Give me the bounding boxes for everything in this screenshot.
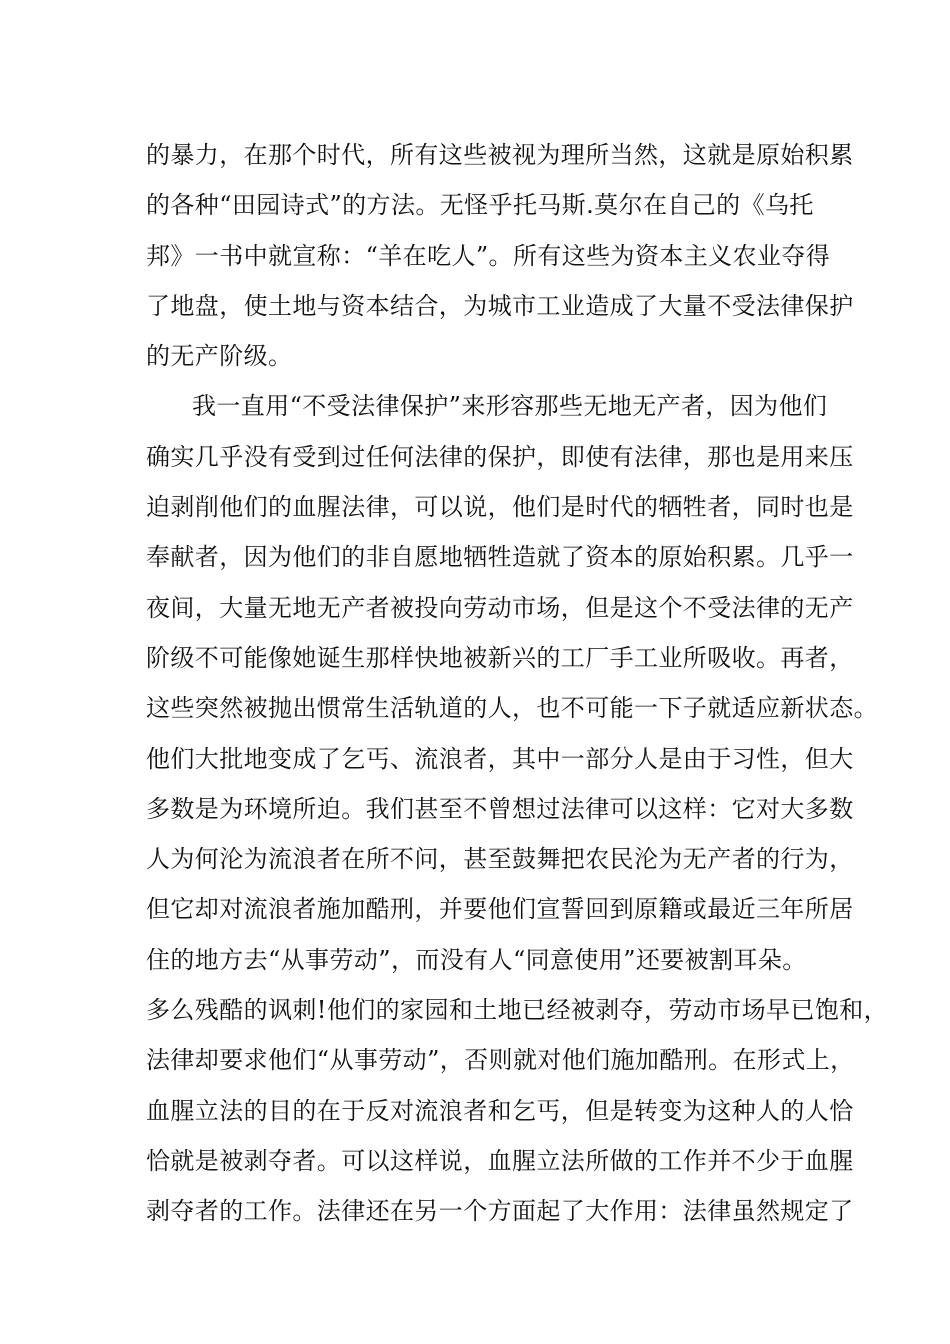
text-line: 确实几乎没有受到过任何法律的保护，即使有法律，那也是用来压 [146, 442, 854, 471]
text-line: 邦》一书中就宣称：“羊在吃人”。所有这些为资本主义农业夺得 [146, 241, 831, 270]
text-line: 了地盘，使土地与资本结合，为城市工业造成了大量不受法律保护 [146, 291, 854, 320]
text-line: 的各种“田园诗式”的方法。无怪乎托马斯.莫尔在自己的《乌托 [146, 191, 814, 220]
text-line: 恰就是被剥夺者。可以这样说，血腥立法所做的工作并不少于血腥 [146, 1146, 854, 1175]
text-line: 迫剥削他们的血腥法律，可以说，他们是时代的牺牲者，同时也是 [146, 493, 854, 522]
text-line: 剥夺者的工作。法律还在另一个方面起了大作用：法律虽然规定了 [146, 1197, 854, 1226]
text-line: 住的地方去“从事劳动”，而没有人“同意使用”还要被割耳朵。 [146, 945, 807, 974]
text-line: 多数是为环境所迫。我们甚至不曾想过法律可以这样：它对大多数 [146, 794, 854, 823]
text-line: 夜间，大量无地无产者被投向劳动市场，但是这个不受法律的无产 [146, 593, 854, 622]
text-line: 阶级不可能像她诞生那样快地被新兴的工厂手工业所吸收。再者， [146, 643, 854, 672]
paragraph-2 [146, 381, 889, 1236]
text-line: 多么残酷的讽刺!他们的家园和土地已经被剥夺，劳动市场早已饱和， [146, 996, 889, 1025]
text-line: 法律却要求他们“从事劳动”，否则就对他们施加酷刑。在形式上， [146, 1046, 855, 1075]
text-line: 人为何沦为流浪者在所不问，甚至鼓舞把农民沦为无产者的行为， [146, 845, 854, 874]
text-line: 我一直用“不受法律保护”来形容那些无地无产者，因为他们 [192, 392, 828, 421]
text-line: 奉献者，因为他们的非自愿地牺牲造就了资本的原始积累。几乎一 [146, 543, 854, 572]
paragraph-1 [146, 130, 854, 381]
text-line: 血腥立法的目的在于反对流浪者和乞丐，但是转变为这种人的人恰 [146, 1096, 854, 1125]
text-line: 他们大批地变成了乞丐、流浪者，其中一部分人是由于习性，但大 [146, 744, 854, 773]
document-body [146, 130, 889, 1237]
text-line: 但它却对流浪者施加酷刑，并要他们宣誓回到原籍或最近三年所居 [146, 895, 854, 924]
text-line: 的暴力，在那个时代，所有这些被视为理所当然，这就是原始积累 [146, 141, 854, 169]
text-line: 的无产阶级。 [146, 342, 293, 371]
text-line: 这些突然被抛出惯常生活轨道的人，也不可能一下子就适应新状态。 [146, 694, 878, 723]
